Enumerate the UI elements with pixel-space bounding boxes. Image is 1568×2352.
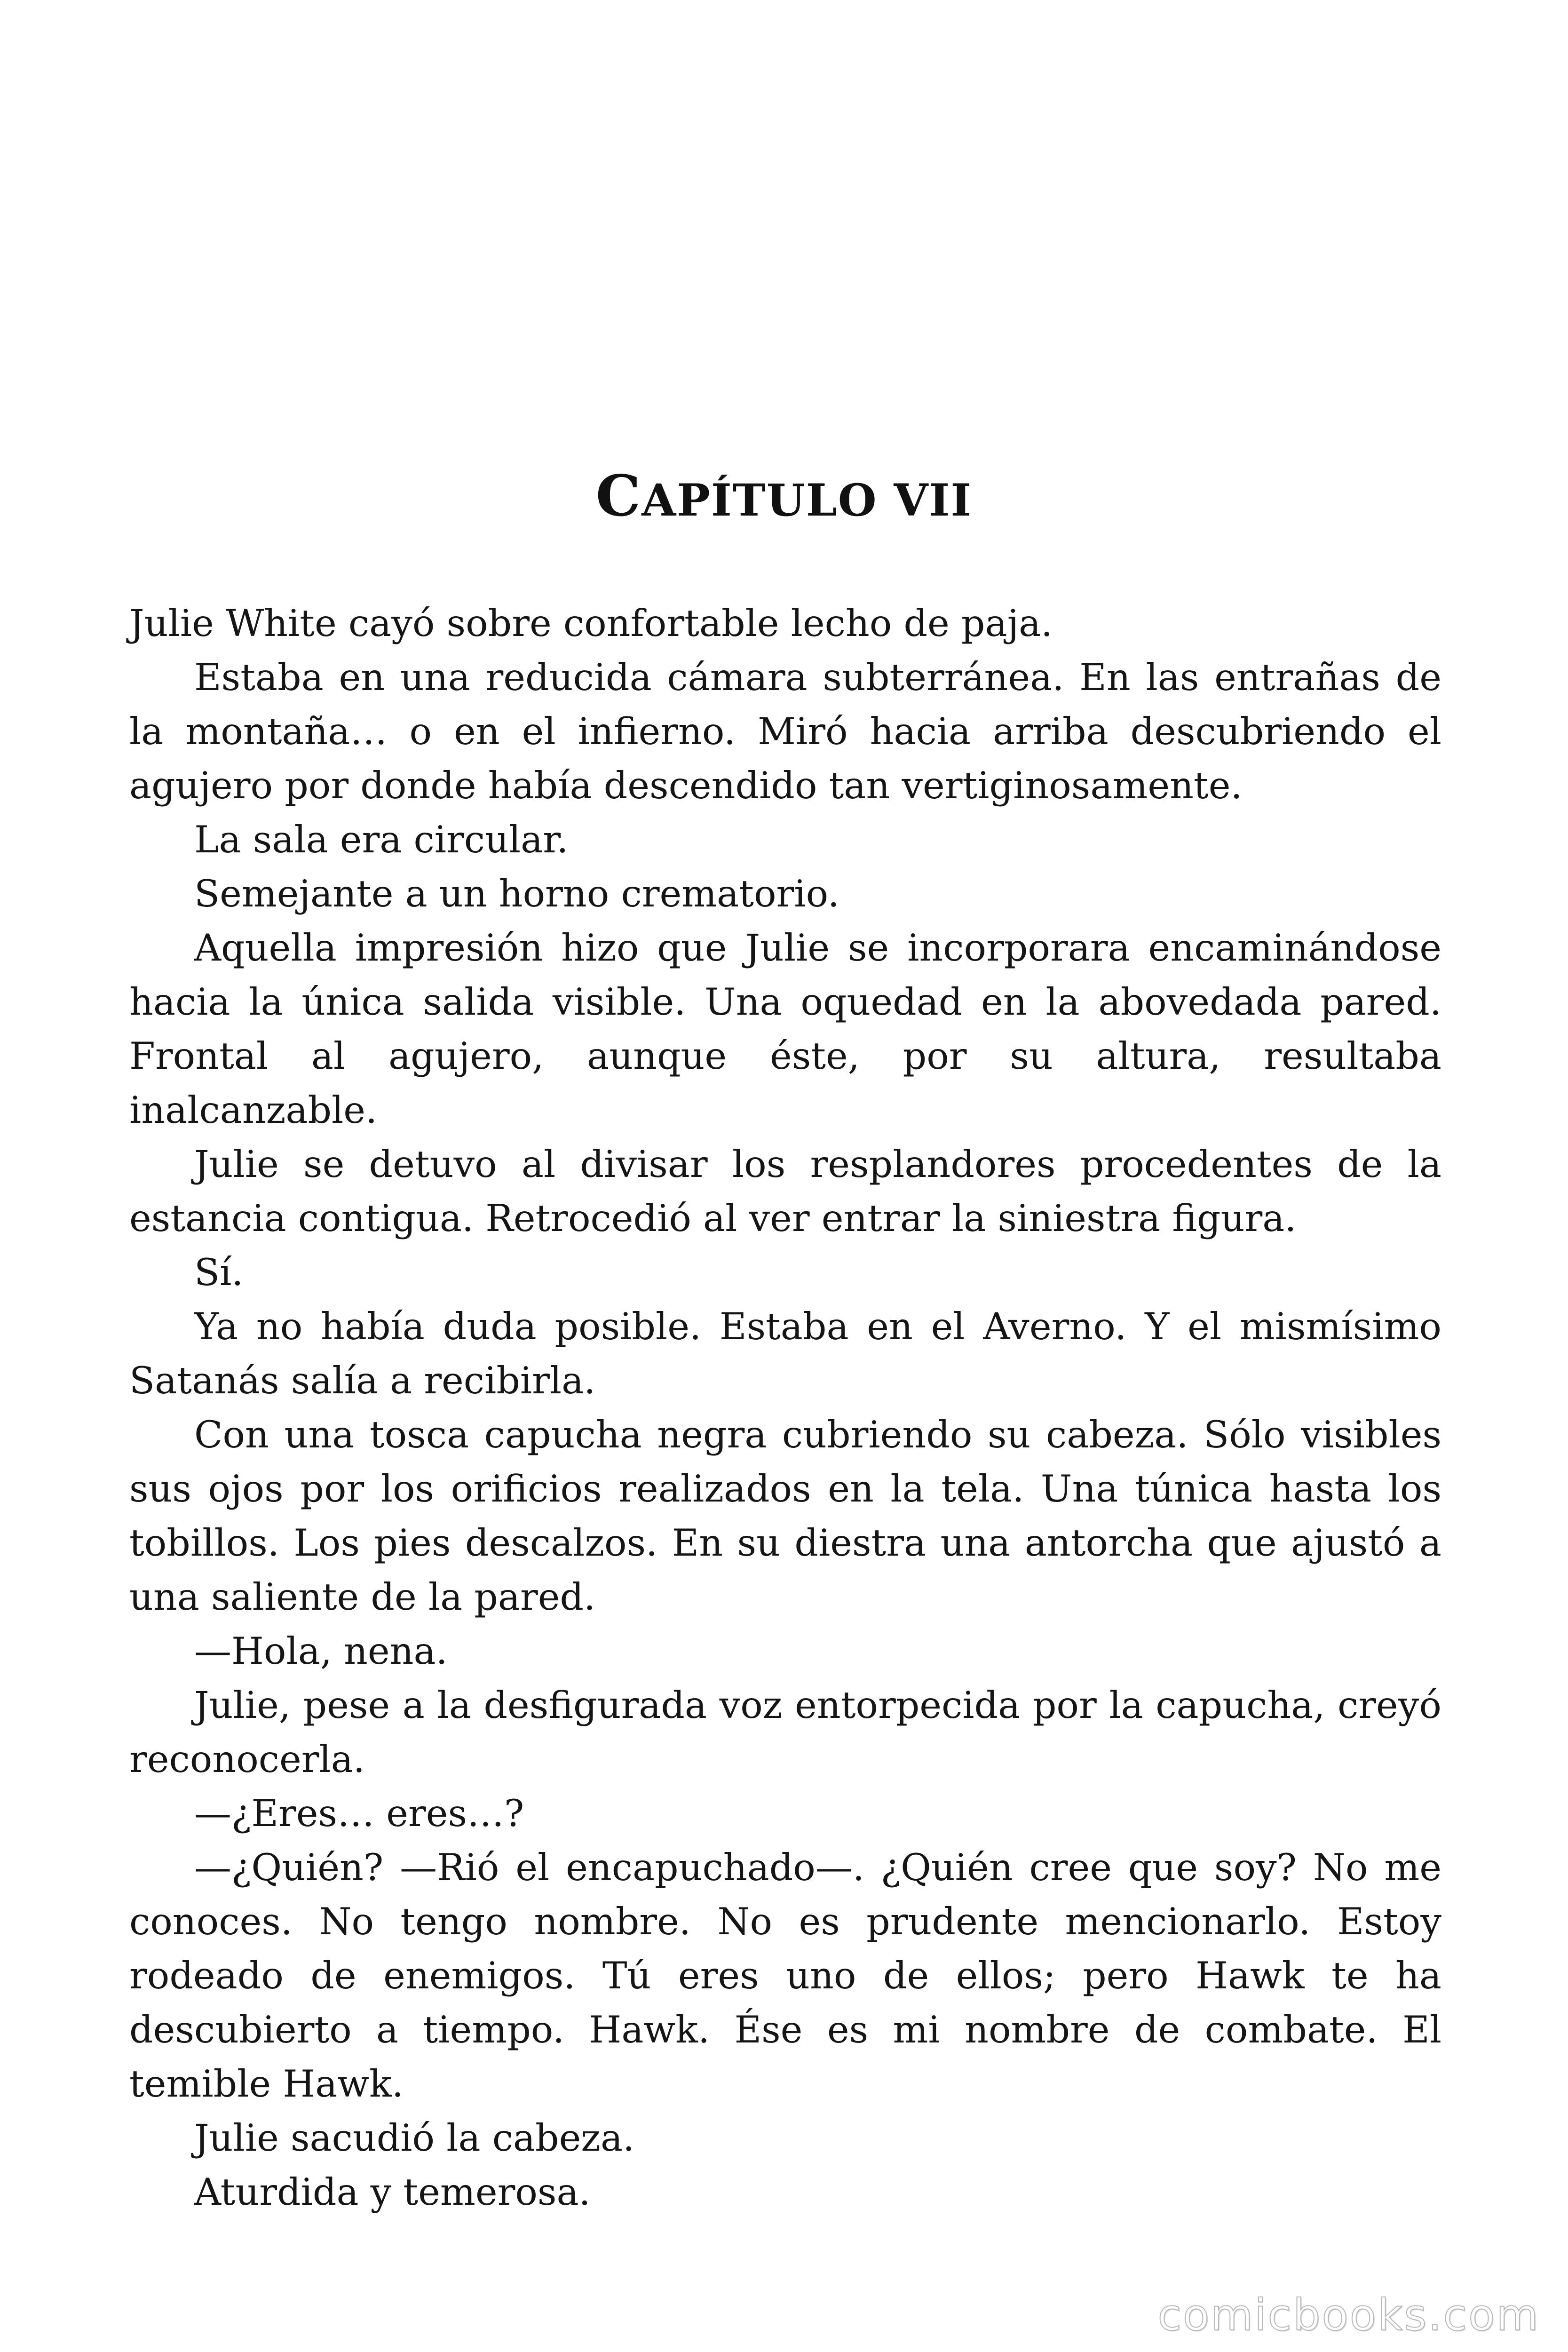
paragraph: Con una tosca capucha negra cubriendo su cabeza. Sólo visibles sus ojos por los orificios realizados en la tela. Una túnica hasta los tobillos. Los pies descalzos. En su diestra una antorcha que ajustó a una saliente de la pared.	[129, 1413, 1441, 1619]
paragraph: Julie, pese a la desfigurada voz entorpecida por la capucha, creyó reconocerla.	[129, 1684, 1441, 1781]
paragraph: La sala era circular.	[194, 818, 569, 861]
paragraph: Estaba en una reducida cámara subterránea. En las entrañas de la montaña… o en el infierno. Miró hacia arriba descubriendo el agujero por donde había descendido tan vertiginosamente.	[129, 656, 1441, 807]
chapter-title-initial: C	[595, 463, 642, 529]
chapter-title-rest: APÍTULO VII	[641, 475, 973, 526]
paragraph: —¿Quién? —Rió el encapuchado—. ¿Quién cree que soy? No me conoces. No tengo nombre. No es prudente mencionarlo. Estoy rodeado de enemigos. Tú eres uno de ellos; pero Hawk te ha descubierto a tiempo. Hawk. Ése es mi nombre de combate. El temible Hawk.	[129, 1846, 1441, 2106]
paragraph: Ya no había duda posible. Estaba en el Averno. Y el mismísimo Satanás salía a recibirla.	[129, 1305, 1441, 1402]
chapter-title	[0, 461, 1568, 536]
paragraph: Semejante a un horno crematorio.	[194, 872, 839, 915]
paragraph: Aturdida y temerosa.	[194, 2170, 591, 2214]
paragraph: —¿Eres… eres…?	[194, 1792, 524, 1835]
chapter-body	[129, 596, 1441, 2219]
paragraph: Julie sacudió la cabeza.	[194, 2116, 635, 2160]
paragraph: Julie White cayó sobre confortable lecho de paja.	[129, 602, 1053, 645]
paragraph: Sí.	[194, 1251, 244, 1294]
paragraph: —Hola, nena.	[194, 1629, 448, 1673]
paragraph: Julie se detuvo al divisar los resplandores procedentes de la estancia contigua. Retrocedió al ver entrar la siniestra figura.	[129, 1143, 1441, 1240]
paragraph: Aquella impresión hizo que Julie se incorporara encaminándose hacia la única salida visible. Una oquedad en la abovedada pared. Frontal al agujero, aunque éste, por su altura, resultaba inalcanzable.	[129, 926, 1441, 1132]
watermark: comicbooks.com	[1157, 2290, 1540, 2340]
